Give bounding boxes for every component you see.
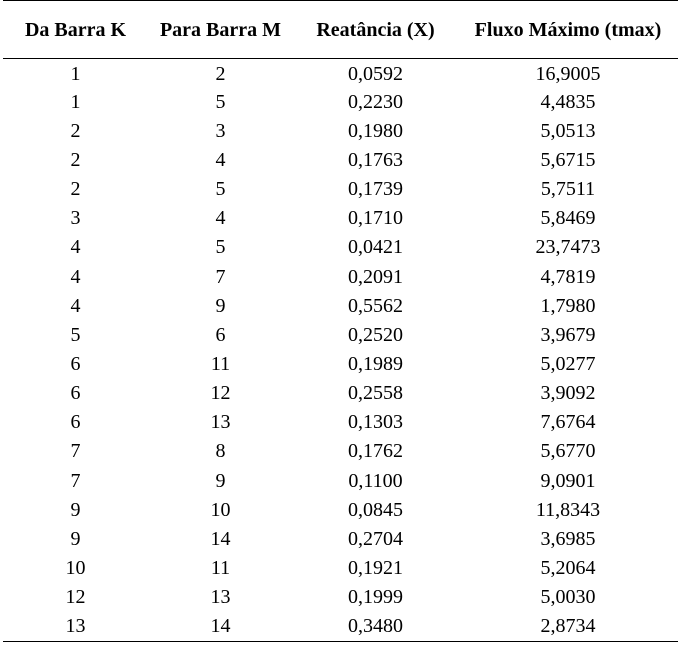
cell-max-flow: 11,8343: [535, 498, 601, 521]
cell-from-bus: 6: [70, 411, 81, 434]
cell-max-flow: 3,6985: [540, 527, 596, 550]
cell-max-flow: 23,7473: [535, 236, 601, 259]
cell-to-bus: 12: [210, 382, 231, 405]
header-max-flow: Fluxo Máximo (tmax): [458, 1, 678, 59]
cell-from-bus: 4: [70, 236, 81, 259]
table-row: [3, 379, 678, 408]
cell-to-bus: 4: [215, 207, 226, 230]
cell-reactance: 0,0845: [348, 498, 403, 521]
cell-to-bus: 9: [215, 469, 226, 492]
cell-reactance: 0,1921: [348, 556, 403, 579]
cell-from-bus: 6: [70, 382, 81, 405]
cell-from-bus: 2: [70, 119, 81, 142]
cell-to-bus: 5: [215, 90, 226, 113]
cell-from-bus: 7: [70, 469, 81, 492]
table-row: [3, 321, 678, 350]
cell-reactance: 0,1100: [348, 469, 403, 492]
table-row: [3, 437, 678, 466]
cell-reactance: 0,0421: [348, 236, 403, 259]
cell-to-bus: 14: [148, 612, 293, 641]
cell-from-bus: 6: [70, 352, 81, 375]
table-row: [3, 117, 678, 146]
cell-max-flow: 3,9679: [540, 323, 596, 346]
table-row: [3, 408, 678, 437]
cell-max-flow: 3,9092: [540, 382, 596, 405]
cell-to-bus: 9: [215, 294, 226, 317]
header-from-bus: Da Barra K: [3, 1, 148, 59]
cell-max-flow: 5,6715: [540, 148, 596, 171]
cell-to-bus: 14: [210, 527, 231, 550]
branch-data-table: [3, 0, 678, 642]
cell-to-bus: 10: [210, 498, 231, 521]
cell-reactance: 0,1999: [348, 586, 403, 609]
table-row: [3, 612, 678, 641]
cell-from-bus: 1: [70, 90, 81, 113]
cell-reactance: 0,2091: [348, 265, 403, 288]
table-row: [3, 350, 678, 379]
cell-max-flow: 2,8734: [458, 612, 678, 641]
cell-from-bus: 4: [70, 294, 81, 317]
cell-from-bus: 4: [70, 265, 81, 288]
cell-from-bus: 9: [70, 498, 81, 521]
table-row: [3, 146, 678, 175]
cell-to-bus: 11: [210, 556, 231, 579]
cell-max-flow: 4,4835: [540, 90, 596, 113]
cell-max-flow: 5,8469: [540, 207, 596, 230]
cell-to-bus: 8: [215, 440, 226, 463]
cell-reactance: 0,1980: [348, 119, 403, 142]
header-row: [3, 1, 678, 59]
table-body: [3, 59, 678, 642]
cell-reactance: 0,2520: [348, 323, 403, 346]
cell-reactance: 0,1710: [348, 207, 403, 230]
cell-to-bus: 2: [215, 62, 226, 85]
cell-from-bus: 12: [65, 586, 86, 609]
table-row: [3, 59, 678, 88]
table-row: [3, 175, 678, 204]
cell-to-bus: 3: [215, 119, 226, 142]
table-row: [3, 292, 678, 321]
cell-to-bus: 13: [210, 411, 231, 434]
cell-reactance: 0,1762: [348, 440, 403, 463]
cell-from-bus: 2: [70, 178, 81, 201]
cell-reactance: 0,1739: [348, 178, 403, 201]
cell-to-bus: 5: [215, 178, 226, 201]
table-row: [3, 204, 678, 233]
cell-max-flow: 5,0513: [540, 119, 596, 142]
table-row: [3, 466, 678, 495]
cell-to-bus: 6: [215, 323, 226, 346]
header-reactance: Reatância (X): [293, 1, 458, 59]
cell-max-flow: 16,9005: [535, 62, 601, 85]
table-header: [3, 1, 678, 59]
cell-to-bus: 13: [210, 586, 231, 609]
cell-max-flow: 5,6770: [540, 440, 596, 463]
cell-from-bus: 1: [70, 62, 81, 85]
table-row: [3, 233, 678, 262]
cell-reactance: 0,3480: [293, 612, 458, 641]
cell-max-flow: 7,6764: [540, 411, 596, 434]
cell-reactance: 0,0592: [348, 62, 403, 85]
cell-from-bus: 5: [70, 323, 81, 346]
cell-max-flow: 9,0901: [540, 469, 596, 492]
cell-max-flow: 1,7980: [540, 294, 596, 317]
cell-to-bus: 11: [210, 352, 231, 375]
cell-to-bus: 7: [215, 265, 226, 288]
cell-max-flow: 4,7819: [540, 265, 596, 288]
cell-max-flow: 5,0277: [540, 352, 596, 375]
table-row: [3, 525, 678, 554]
cell-reactance: 0,1303: [348, 411, 403, 434]
cell-from-bus: 9: [70, 527, 81, 550]
cell-from-bus: 3: [70, 207, 81, 230]
branch-data-table-container: [3, 0, 678, 642]
cell-from-bus: 10: [65, 556, 86, 579]
cell-from-bus: 13: [3, 612, 148, 641]
cell-reactance: 0,1763: [348, 148, 403, 171]
cell-reactance: 0,2230: [348, 90, 403, 113]
cell-to-bus: 5: [215, 236, 226, 259]
table-row: [3, 88, 678, 117]
header-to-bus: Para Barra M: [148, 1, 293, 59]
cell-to-bus: 4: [215, 148, 226, 171]
table-row: [3, 262, 678, 291]
table-row: [3, 554, 678, 583]
table-row: [3, 496, 678, 525]
cell-reactance: 0,2704: [348, 527, 403, 550]
table-row: [3, 583, 678, 612]
cell-reactance: 0,2558: [348, 382, 403, 405]
cell-from-bus: 2: [70, 148, 81, 171]
cell-max-flow: 5,7511: [540, 178, 596, 201]
cell-reactance: 0,1989: [348, 352, 403, 375]
cell-max-flow: 5,2064: [540, 556, 596, 579]
cell-reactance: 0,5562: [348, 294, 403, 317]
cell-max-flow: 5,0030: [540, 586, 596, 609]
cell-from-bus: 7: [70, 440, 81, 463]
